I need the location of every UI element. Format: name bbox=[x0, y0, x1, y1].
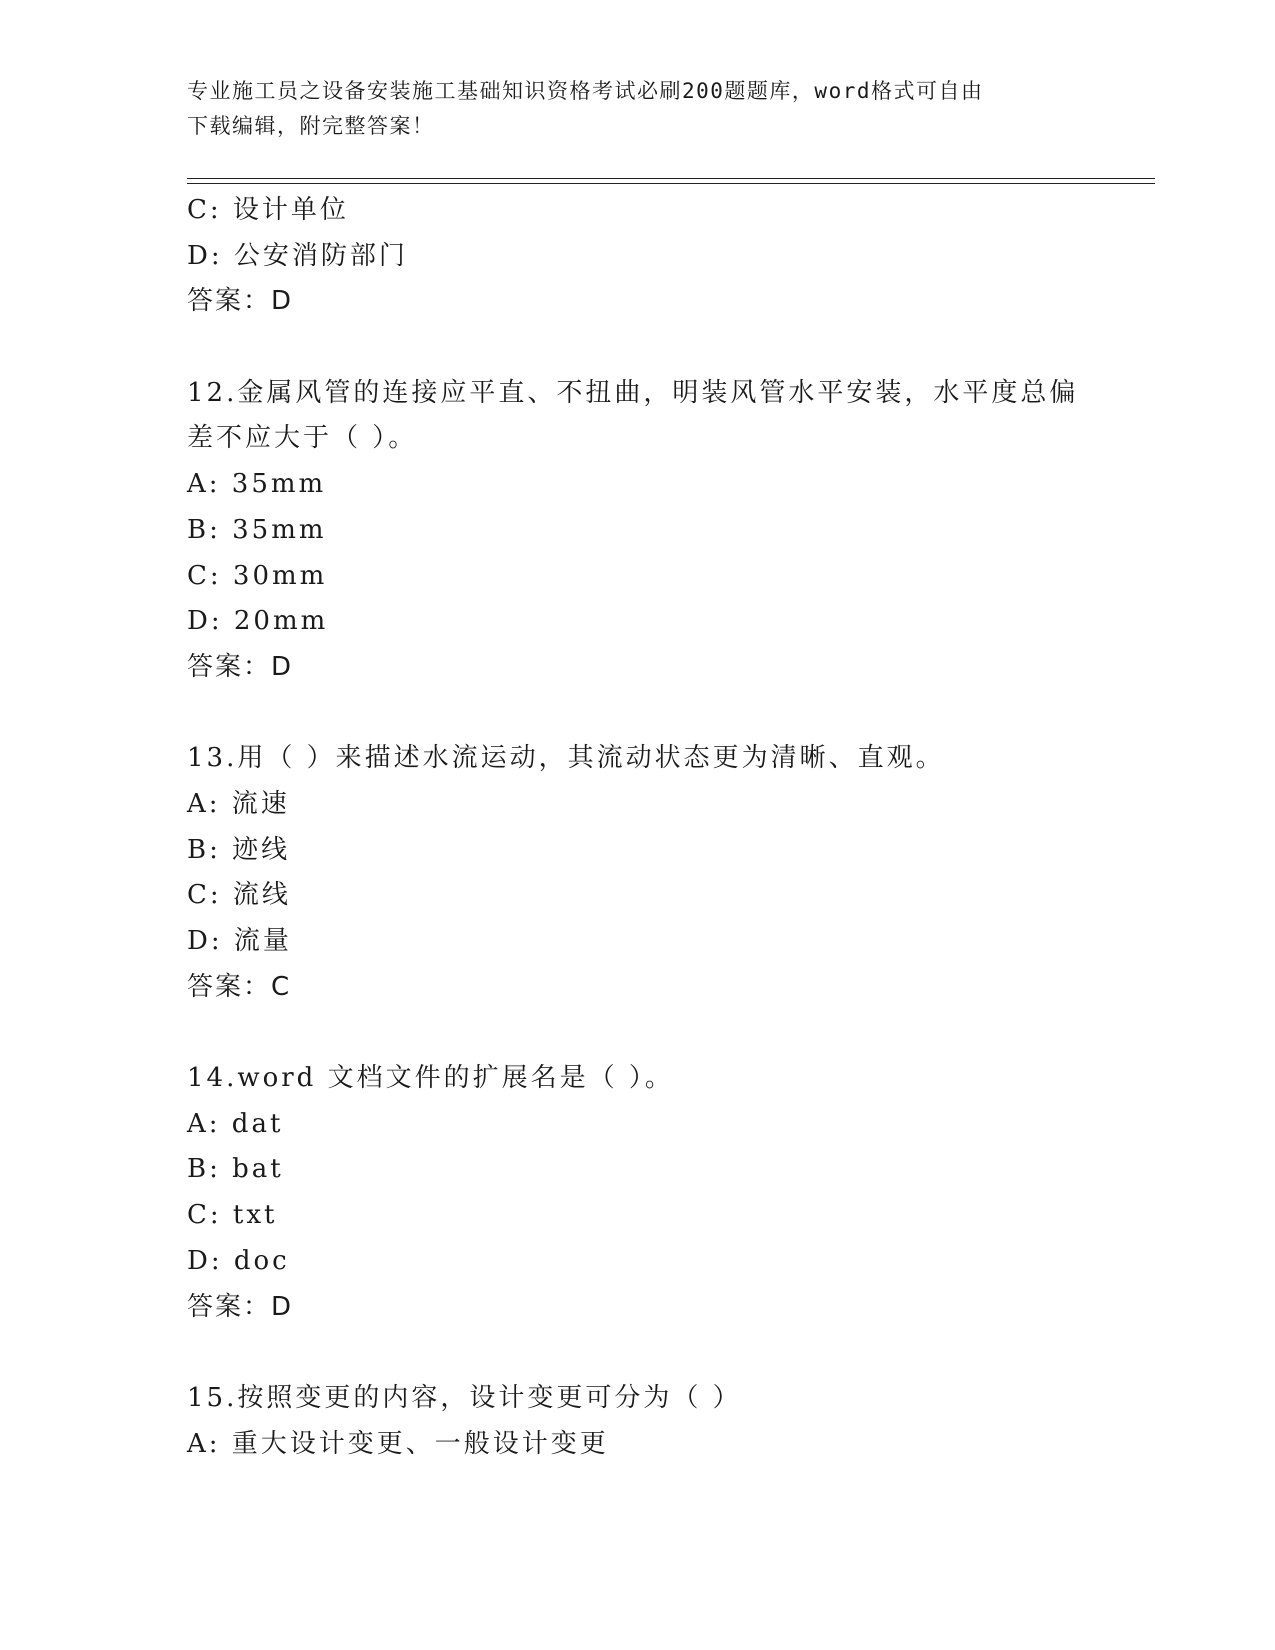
option-item: B: 35mm bbox=[187, 514, 327, 545]
option-item: B: bat bbox=[187, 1154, 284, 1185]
header-divider-bottom bbox=[187, 183, 1155, 184]
document-header bbox=[187, 74, 1067, 144]
option-item: D: 流量 bbox=[187, 926, 292, 956]
option-item: D: 公安消防部门 bbox=[187, 240, 408, 271]
option-item: D: 20mm bbox=[187, 606, 329, 637]
header-line-1: 专业施工员之设备安装施工基础知识资格考试必刷200题题库，word格式可自由 bbox=[187, 79, 984, 103]
answer-label: 答案：D bbox=[187, 651, 294, 682]
question-stem: 差不应大于（ ）。 bbox=[187, 423, 418, 454]
spacer bbox=[187, 1330, 1087, 1376]
option-item: C: 流线 bbox=[187, 880, 291, 911]
option-item: B: 迹线 bbox=[187, 834, 291, 865]
question-stem: 14.word 文档文件的扩展名是（ ）。 bbox=[187, 1063, 674, 1094]
option-item: D: doc bbox=[187, 1245, 290, 1276]
header-line-2: 下载编辑，附完整答案！ bbox=[187, 114, 435, 138]
answer-label: 答案：D bbox=[187, 1291, 294, 1322]
option-item: A: 35mm bbox=[187, 469, 327, 500]
option-item: C: 设计单位 bbox=[187, 195, 349, 225]
spacer bbox=[187, 691, 1087, 737]
question-stem: 12.金属风管的连接应平直、不扭曲，明装风管水平安装，水平度总偏 bbox=[187, 377, 1079, 408]
header-divider-top bbox=[187, 178, 1155, 179]
option-item: C: 30mm bbox=[187, 560, 328, 591]
question-list bbox=[187, 188, 1087, 1467]
option-item: A: dat bbox=[187, 1108, 284, 1139]
spacer bbox=[187, 1010, 1087, 1056]
option-item: A: 重大设计变更、一般设计变更 bbox=[187, 1428, 609, 1459]
answer-label: 答案：C bbox=[187, 971, 292, 1002]
question-stem: 15.按照变更的内容，设计变更可分为（ ） bbox=[187, 1382, 742, 1413]
option-item: C: txt bbox=[187, 1200, 278, 1231]
question-stem: 13.用（ ）来描述水流运动，其流动状态更为清晰、直观。 bbox=[187, 743, 945, 774]
spacer bbox=[187, 325, 1087, 371]
answer-label: 答案：D bbox=[187, 286, 294, 317]
option-item: A: 流速 bbox=[187, 788, 290, 819]
